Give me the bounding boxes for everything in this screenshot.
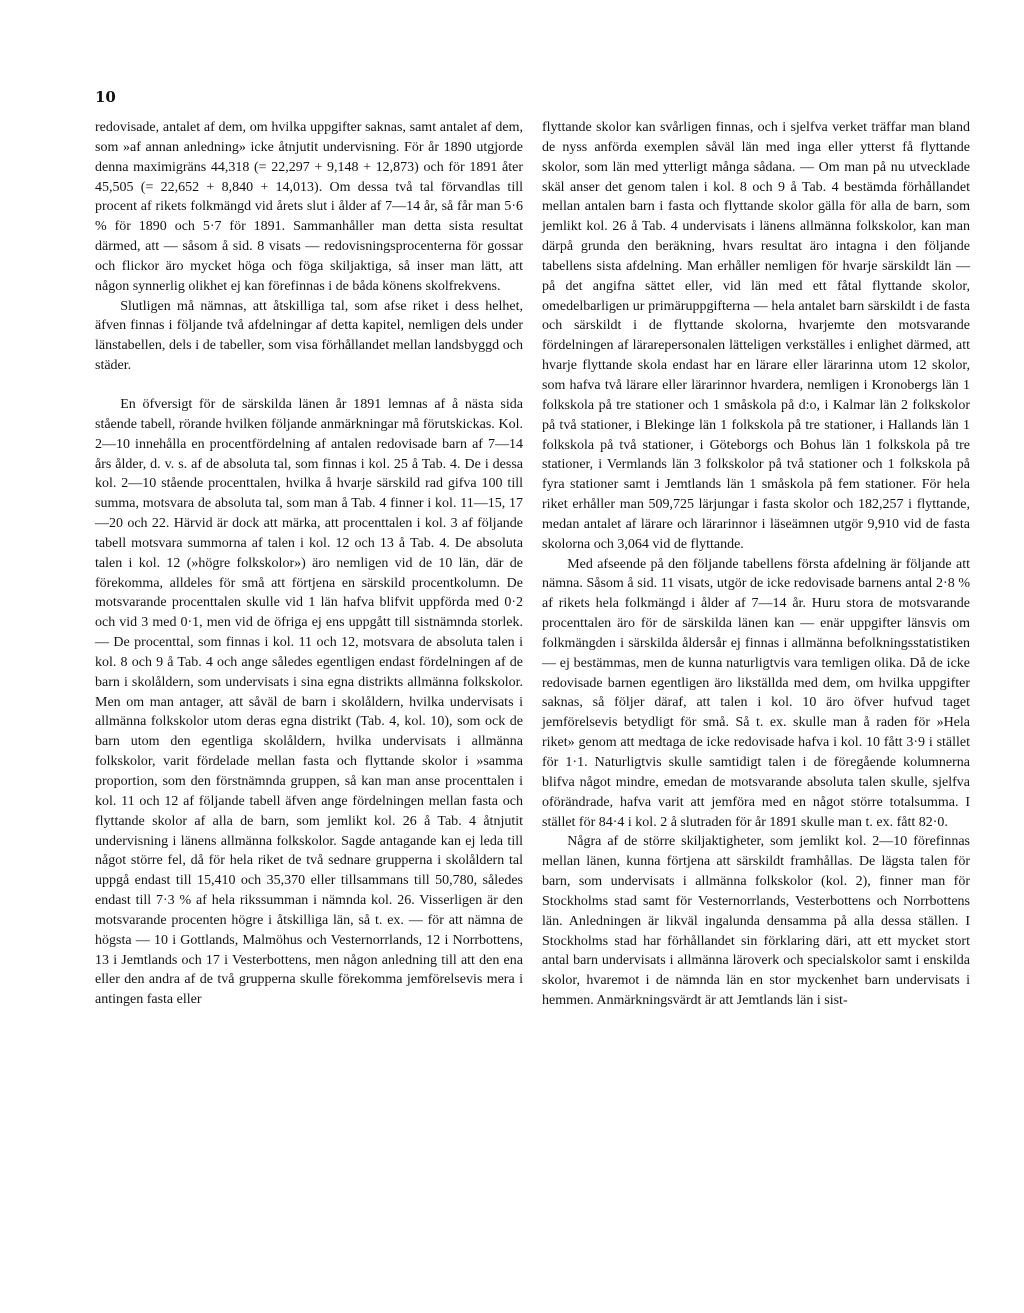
paragraph: redovisade, antalet af dem, om hvilka uppgifter saknas, samt antalet af dem, som »af annan anledning» icke åtnjutit undervisning. För år 1890 utgjorde denna maximigräns 44,318 (= 22,297 + 9,148 + 12,873) och för 1891 åter 45,505 (= 22,652 + 8,840 + 14,013). Om dessa två tal förvandlas till procent af rikets folkmängd vid årets slut i ålder af 7—14 år, så får man 5·6 % för 1890 och 5·7 för 1891. Sammanhåller man detta sista resultat därmed, att — såsom å sid. 8 visats — redovisningsprocenterna för gossar och flickor äro mycket höga och föga skiljaktiga, så inser man lätt, att någon synnerlig olikhet ej kan förefinnas i de båda könens skolfrekvens. (95, 120, 523, 294)
paragraph: flyttande skolor kan svårligen finnas, och i sjelfva verket träffar man bland de nyss anförda exemplen såväl län med inga eller ytterst få flyttande skolor, som län med ytterligt många sådana. — Om man på nu utvecklade skäl anser det genom talen i kol. 8 och 9 å Tab. 4 bestämda förhållandet mellan antalen barn i fasta och flyttande skolor gälla för alla de barn, som jemlikt kol. 26 å Tab. 4 undervisats i länens allmänna folkskolor, kan man därpå grunda den beräkning, hvars resultat äro intagna i den följande tabellens sista afdelning. Man erhåller nemligen för hvarje särskildt län — på det angifna sättet eller, vid län med ett fåtal flyttande skolor, omedelbarligen ur primäruppgifterna — hela antalet barn särskildt i de fasta och särskildt i de flyttande skolorna, hvarjemte den motsvarande fördelningen af lärarepersonalen lätteligen verkställes i enlighet därmed, att hvarje flyttande skola endast har en lärare eller lärarinna utom 12 skolor, som hafva två lärare eller lärarinnor hvardera, nemligen i Kronobergs län 1 folkskola på tre stationer och 1 småskola på d:o, i Kalmar län 2 folkskolor på två stationer, i Blekinge län 1 folkskola på tre stationer, i Hallands län 1 folkskola på två stationer, i Göteborgs och Bohus län 1 folkskola på tre stationer, i Vermlands län 3 folkskolor på två stationer och 1 folkskola på fyra stationer samt i Jemtlands län 1 småskola på fem stationer. För hela riket erhåller man 509,725 lärjungar i fasta skolor och 182,257 i flyttande, medan antalet af lärare och lärarinnor i läseämnen utgör 9,910 vid de fasta skolorna och 3,064 vid de flyttande. (542, 120, 970, 552)
right-column (542, 118, 970, 1011)
left-column (95, 118, 523, 1010)
paragraph: Med afseende på den följande tabellens första afdelning är följande att nämna. Såsom å sid. 11 visats, utgör de icke redovisade barnens antal 2·8 % af rikets hela folkmängd i ålder af 7—14 år. Huru stora de motsvarande procenttalen äro för de särskilda länen kan — enär uppgifter länsvis om folkmängden i särskilda åldersår ej finnas i allmänna befolkningsstatistiken — ej bestämmas, men de kunna naturligtvis vara temligen olika. Då de icke redovisade barnen egentligen äro likställda med dem, om hvilka uppgifter saknas, så följer däraf, att talen i kol. 10 äro öfver hufvud taget jemförelsevis betydligt för små. Så t. ex. skulle man å raden för »Hela riket» genom att medtaga de icke redovisade hafva i kol. 10 fått 3·9 i stället för 1·1. Naturligtvis skulle samtidigt talen i de föregående kolumnerna blifva något mindre, emedan de motsvarande absoluta talen skulle, sjelfva oförändrade, hafva varit att jemföra med en något större totalsumma. I stället för 84·4 i kol. 2 å slutraden för år 1891 skulle man t. ex. fått 82·0. (542, 556, 970, 830)
page-number: 10 (95, 88, 116, 106)
paragraph: En öfversigt för de särskilda länen år 1891 lemnas af å nästa sida stående tabell, rörande hvilken följande anmärkningar må förutskickas. Kol. 2—10 innehålla en procentfördelning af antalen redovisade barn af 7—14 års ålder, d. v. s. af de absoluta tal, som finnas i kol. 25 å Tab. 4. De i dessa kol. 2—10 stående procenttalen, hvilka å hvarje särskild rad gifva 100 till summa, motsvara de absoluta tal, som man å Tab. 4 finner i kol. 11—15, 17—20 och 22. Härvid är dock att märka, att procenttalen i kol. 3 af följande tabell motsvara summorna af talen i kol. 12 och 13 å Tab. 4. De absoluta talen i kol. 12 (»högre folkskolor») äro nemligen vid de 10 län, där de förekomma, alldeles för små att förtjena en särskild procentkolumn. De motsvarande procenttalen skulle vid 1 län hafva blifvit uppförda med 0·2 och vid 3 med 0·1, men vid de öfriga ej ens uppgått till sistnämnda storlek. — De procenttal, som finnas i kol. 11 och 12, motsvara de absoluta talen i kol. 8 och 9 å Tab. 4 och ange således egentligen endast fördelningen af de barn i skolåldern, som undervisats i sina egna distrikts allmänna folkskolor. Men om man antager, att såväl de barn i skolåldern, hvilka undervisats i allmänna folkskolor utom deras egna distrikt (Tab. 4, kol. 10), som ock de barn utom den egentliga skolåldern, hvilka undervisats i allmänna folkskolor, varit fördelade mellan fasta och flyttande skolor i »samma proportion, som den förstnämnda gruppen, så kan man anse procenttalen i kol. 11 och 12 af följande tabell äfven ange fördelningen mellan fasta och flyttande skolor af alla de barn, som jemlikt kol. 26 å Tab. 4 åtnjutit undervisning i länens allmänna folkskolor. Sagde antagande kan ej leda till något större fel, då för hela riket de två sednare grupperna i skolåldern tal uppgå endast till 15,410 och 35,370 eller tillsammans till 50,780, således endast till 7·3 % af hela rikssumman i nämnda kol. 26. Visserligen är den motsvarande procenten högre i åtskilliga län, så t. ex. — för att nämna de högsta — 10 i Gottlands, Malmöhus och Vesternorrlands, 12 i Norrbottens, 13 i Jemtlands och 17 i Vesterbottens, men någon anledning till att den ena eller den andra af de två grupperna skulle förekomma jemförelsevis mera i antingen fasta eller (95, 396, 523, 1008)
paragraph: Slutligen må nämnas, att åtskilliga tal, som afse riket i dess helhet, äfven finnas i följande två afdelningar af detta kapitel, nemligen dels under länstabellen, dels i de tabeller, som visa förhållandet mellan landsbyggd och städer. (95, 298, 523, 374)
paragraph: Några af de större skiljaktigheter, som jemlikt kol. 2—10 förefinnas mellan länen, kunna förtjena att särskildt framhållas. De lägsta talen för barn, som undervisats i allmänna folkskolor (kol. 2), finner man för Stockholms stad samt för Vesternorrlands, Vesterbottens och Norrbottens län. Anledningen är likväl ingalunda densamma på alla dessa ställen. I Stockholms stad har förhållandet sin förklaring däri, att ett mycket stort antal barn undervisats i allmänna läroverk och specialskolor samt i enskilda skolor, hvaremot i de nämnda län en stor myckenhet barn undervisats i hemmen. Anmärkningsvärdt är att Jemtlands län i sist- (542, 834, 970, 1009)
